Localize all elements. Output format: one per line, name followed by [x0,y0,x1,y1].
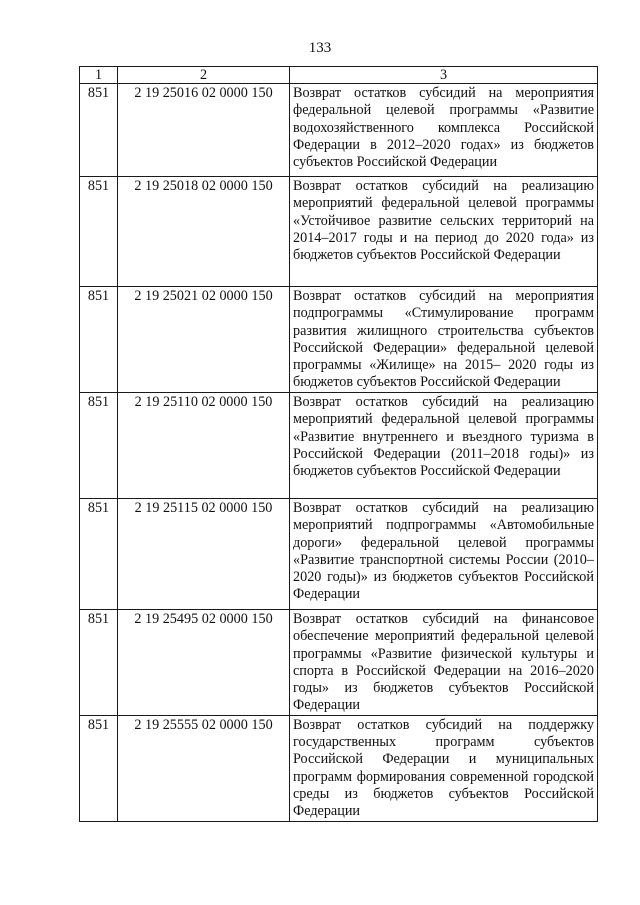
budget-classification-table [79,66,598,822]
table-body [80,84,598,822]
table-row [80,610,598,716]
description-cell: Возврат остатков субсидий на реализацию мероприятий подпрограммы «Автомобильные дороги» федеральной целевой программы «Развитие транспортной системы России (2010–2020 годы)» из бюджетов субъектов Российской Федерации [290,499,598,610]
table-header [80,67,598,84]
column-header-1: 1 [80,67,118,84]
page-number: 133 [308,40,332,56]
admin-code-cell: 851 [80,177,118,287]
description-cell: Возврат остатков субсидий на мероприятия федеральной целевой программы «Развитие водохозяйственного комплекса Российской Федерации в 2012–2020 годах» из бюджетов субъектов Российской Федерации [290,84,598,177]
income-code-cell: 2 19 25021 02 0000 150 [118,287,290,393]
admin-code-cell: 851 [80,715,118,821]
income-code-cell: 2 19 25115 02 0000 150 [118,499,290,610]
income-code-cell: 2 19 25016 02 0000 150 [118,84,290,177]
income-code-cell: 2 19 25110 02 0000 150 [118,393,290,499]
description-cell: Возврат остатков субсидий на мероприятия подпрограммы «Стимулирование программ развития жилищного строительства субъектов Российской Федерации» федеральной целевой программы «Жилище» на 2015– 2020 годы из бюджетов субъектов Российской Федерации [290,287,598,393]
admin-code-cell: 851 [80,610,118,716]
description-cell: Возврат остатков субсидий на реализацию мероприятий федеральной целевой программы «Развитие внутреннего и въездного туризма в Российской Федерации (2011–2018 годы)» из бюджетов субъектов Российской Федерации [290,393,598,499]
description-cell: Возврат остатков субсидий на финансовое обеспечение мероприятий федеральной целевой программы «Развитие физической культуры и спорта в Российской Федерации на 2016–2020 годы» из бюджетов субъектов Российской Федерации [290,610,598,716]
column-header-3: 3 [290,67,598,84]
admin-code-cell: 851 [80,84,118,177]
admin-code-cell: 851 [80,393,118,499]
income-code-cell: 2 19 25555 02 0000 150 [118,715,290,821]
table-row [80,84,598,177]
table-header-row [80,67,598,84]
table-row [80,393,598,499]
table-row [80,177,598,287]
admin-code-cell: 851 [80,499,118,610]
column-header-2: 2 [118,67,290,84]
table-row [80,715,598,821]
income-code-cell: 2 19 25018 02 0000 150 [118,177,290,287]
description-cell: Возврат остатков субсидий на поддержку государственных программ субъектов Российской Федерации и муниципальных программ формирования современной городской среды из бюджетов субъектов Российской Федерации [290,715,598,821]
description-cell: Возврат остатков субсидий на реализацию мероприятий федеральной целевой программы «Устойчивое развитие сельских территорий на 2014–2017 годы и на период до 2020 года» из бюджетов субъектов Российской Федерации [290,177,598,287]
table-row [80,287,598,393]
admin-code-cell: 851 [80,287,118,393]
income-code-cell: 2 19 25495 02 0000 150 [118,610,290,716]
table-row [80,499,598,610]
